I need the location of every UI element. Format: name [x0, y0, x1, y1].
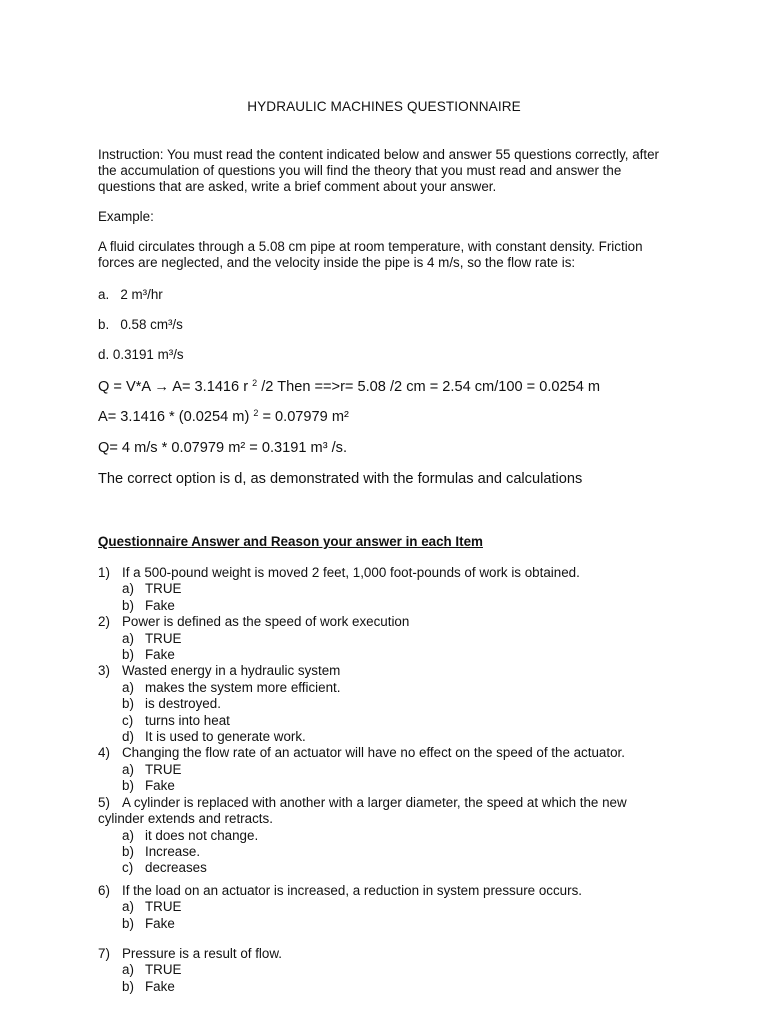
option-text: TRUE	[145, 761, 182, 777]
answer-option	[98, 860, 718, 876]
answer-option	[98, 680, 718, 696]
question-item	[98, 946, 718, 995]
question-body: If a 500-pound weight is moved 2 feet, 1,000 foot-pounds of work is obtained.	[122, 565, 580, 580]
option-letter: a)	[122, 962, 134, 978]
question-list	[98, 565, 718, 995]
formula-text: = 0.07979 m²	[258, 409, 349, 425]
question-body: If the load on an actuator is increased, a reduction in system pressure occurs.	[122, 882, 582, 898]
option-text: it does not change.	[145, 827, 259, 843]
option-text: decreases	[145, 860, 207, 876]
section-heading: Questionnaire Answer and Reason your answer in each Item	[98, 534, 483, 549]
question-item	[98, 565, 718, 614]
answer-option	[98, 631, 718, 647]
answer-option	[98, 762, 718, 778]
option-letter: a)	[122, 630, 134, 646]
option-letter: b)	[122, 915, 134, 931]
question-text	[98, 565, 718, 581]
answer-option	[98, 916, 718, 932]
option-text: Fake	[145, 978, 175, 994]
conclusion-text: The correct option is d, as demonstrated with the formulas and calculations	[98, 471, 583, 487]
question-item	[98, 795, 718, 877]
option-text: is destroyed.	[145, 696, 221, 712]
option-text: TRUE	[145, 962, 182, 978]
option-text: 0.58 cm³/s	[120, 317, 183, 332]
question-body: Pressure is a result of flow.	[122, 945, 283, 961]
option-text: TRUE	[145, 630, 182, 646]
option-text: makes the system more efficient.	[145, 679, 341, 695]
answer-option	[98, 581, 718, 597]
question-body: A cylinder is replaced with another with a larger diameter, the speed at which the new	[122, 794, 627, 810]
instruction-line: Instruction: You must read the content indicated below and answer 55 questions correctly, after	[98, 147, 659, 162]
formula-exponent: 2	[253, 408, 259, 418]
answer-option	[98, 713, 718, 729]
example-line: forces are neglected, and the velocity inside the pipe is 4 m/s, so the flow rate is:	[98, 255, 576, 270]
answer-option	[98, 598, 718, 614]
question-text	[98, 745, 718, 761]
instruction-line: the accumulation of questions you will find the theory that you must read and answer the	[98, 163, 622, 178]
example-label: Example:	[98, 209, 154, 224]
option-letter: d)	[122, 729, 134, 745]
option-letter: b)	[122, 978, 134, 994]
option-text: Fake	[145, 597, 175, 613]
question-body: Wasted energy in a hydraulic system	[122, 663, 341, 679]
answer-option	[98, 979, 718, 995]
option-letter: a)	[122, 899, 134, 915]
question-text	[98, 663, 718, 679]
answer-option	[98, 828, 718, 844]
option-letter: b)	[122, 647, 134, 663]
formula-exponent: 2	[252, 378, 258, 388]
question-text	[98, 795, 718, 811]
option-letter: c)	[122, 860, 134, 876]
option-letter: b)	[122, 597, 134, 613]
option-letter: b)	[122, 843, 134, 859]
question-number: 5)	[98, 794, 110, 810]
question-number: 3)	[98, 663, 110, 679]
question-number: 7)	[98, 945, 110, 961]
example-line: A fluid circulates through a 5.08 cm pipe at room temperature, with constant density. Friction	[98, 239, 643, 254]
example-option	[98, 317, 698, 333]
option-letter: a)	[122, 827, 134, 843]
instruction-line: questions that are asked, write a brief comment about your answer.	[98, 179, 497, 194]
question-text	[98, 883, 718, 899]
question-item	[98, 614, 718, 663]
question-number: 2)	[98, 614, 110, 630]
question-item	[98, 745, 718, 794]
option-text: It is used to generate work.	[145, 729, 306, 745]
option-text: Increase.	[145, 843, 201, 859]
option-text: Fake	[145, 778, 175, 794]
answer-option	[98, 962, 718, 978]
option-letter: a.	[98, 287, 110, 302]
question-number: 4)	[98, 745, 110, 761]
option-text: Fake	[145, 647, 175, 663]
option-letter: a)	[122, 679, 134, 695]
question-text-continued: cylinder extends and retracts.	[98, 811, 273, 827]
option-letter: b.	[98, 317, 110, 332]
example-option	[98, 287, 698, 303]
answer-option	[98, 729, 718, 745]
option-letter: a)	[122, 581, 134, 597]
option-letter: a)	[122, 761, 134, 777]
answer-option	[98, 899, 718, 915]
option-text: turns into heat	[145, 712, 230, 728]
formula-line	[98, 408, 698, 426]
example-paragraph	[98, 239, 698, 271]
formula-line: Q= 4 m/s * 0.07979 m² = 0.3191 m³ /s.	[98, 440, 348, 456]
option-text: Fake	[145, 915, 175, 931]
question-item	[98, 883, 718, 932]
example-option	[98, 347, 698, 363]
option-text: 2 m³/hr	[120, 287, 163, 302]
option-text: TRUE	[145, 899, 182, 915]
answer-option	[98, 696, 718, 712]
question-item	[98, 663, 718, 745]
option-text: 0.3191 m³/s	[112, 347, 184, 362]
answer-option	[98, 778, 718, 794]
question-body: Changing the flow rate of an actuator will have no effect on the speed of the actuator.	[122, 745, 625, 761]
option-letter: b)	[122, 696, 134, 712]
option-text: TRUE	[145, 581, 182, 597]
option-letter: d.	[98, 347, 110, 362]
option-letter: c)	[122, 712, 134, 728]
answer-option	[98, 844, 718, 860]
formula-text: /2 Then ==>r= 5.08 /2 cm = 2.54 cm/100 = 0.0254 m	[257, 379, 601, 395]
question-number: 6)	[98, 882, 110, 898]
formula-line	[98, 378, 698, 396]
option-letter: b)	[122, 778, 134, 794]
formula-text: A= 3.1416 * (0.0254 m)	[98, 409, 250, 425]
document-title: HYDRAULIC MACHINES QUESTIONNAIRE	[247, 99, 521, 114]
question-text	[98, 946, 718, 962]
question-text	[98, 614, 718, 630]
question-number: 1)	[98, 565, 110, 580]
instruction-paragraph	[98, 147, 698, 195]
formula-text: Q = V*A → A= 3.1416 r	[98, 379, 249, 395]
question-body: Power is defined as the speed of work execution	[122, 614, 410, 630]
answer-option	[98, 647, 718, 663]
